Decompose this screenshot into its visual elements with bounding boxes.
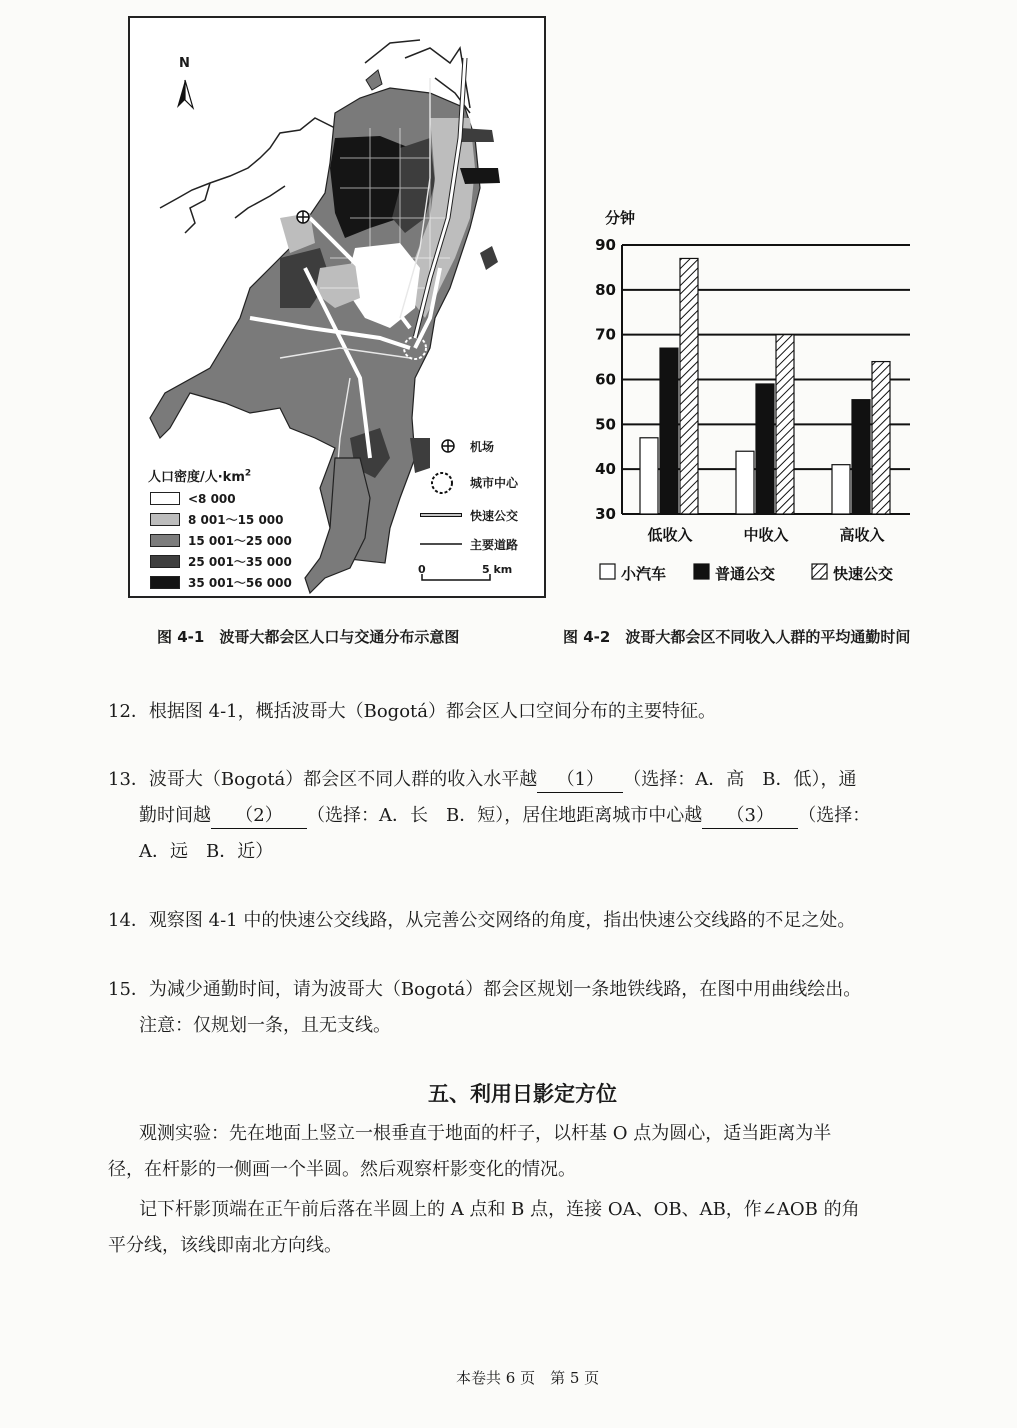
y-tick-label: 30	[595, 505, 616, 523]
map-airport-marker	[297, 211, 309, 223]
question-13-text-d: 勤时间越	[139, 805, 211, 826]
map-region-islet-2	[480, 246, 498, 270]
y-tick-label: 80	[595, 280, 616, 299]
legend-brt-label: 快速公交	[470, 509, 519, 523]
answer-blank-1[interactable]: （1）	[537, 768, 623, 793]
question-14: 14．观察图 4-1 中的快速公交线路，从完善公交网络的角度，指出快速公交线路的不足之处。	[108, 910, 856, 931]
y-tick-label: 70	[595, 325, 616, 344]
legend-swatch	[150, 534, 180, 547]
x-category-label: 低收入	[647, 526, 693, 544]
question-15-line-1: 15．为减少通勤时间，请为波哥大（Bogotá）都会区规划一条地铁线路，在图中用曲线绘出。	[108, 979, 862, 1000]
bar-brt	[776, 335, 794, 514]
legend-city-center-label: 城市中心	[470, 476, 519, 490]
question-13-line-1	[108, 762, 857, 798]
legend-class-1	[150, 488, 292, 509]
legend-swatch-bar-brt	[812, 564, 827, 579]
question-13-text-c: （选择：A．高 B．低），通	[623, 769, 857, 790]
map-region-south-tail	[305, 458, 370, 593]
map-region-islet-4	[460, 168, 500, 184]
population-transport-map	[128, 16, 546, 598]
legend-airport-icon	[442, 440, 454, 452]
north-arrow-icon	[177, 80, 193, 108]
legend-class-label: 8 001～15 000	[188, 513, 284, 527]
y-axis-label: 分钟	[605, 209, 636, 227]
scale-end-label: 5 km	[482, 563, 513, 576]
bar-car	[736, 451, 754, 514]
question-13-text-a: 13．波哥大（Bogotá）都会区不同人群的收入水平越	[108, 769, 538, 790]
question-13-text-e: （选择：A．长 B．短），居住地距离城市中心越	[307, 805, 703, 826]
legend-swatch	[150, 555, 180, 568]
commute-time-chart	[570, 200, 930, 595]
legend-class-3	[150, 530, 292, 551]
bar-car	[640, 438, 658, 514]
y-tick-label: 50	[595, 415, 616, 434]
question-13-line-3: A．远 B．近）	[139, 841, 274, 862]
scale-zero-label: 0	[418, 563, 426, 576]
legend-main-road-label: 主要道路	[470, 538, 519, 552]
bar-regular-bus	[852, 400, 870, 514]
bar-regular-bus	[756, 384, 774, 514]
bar-brt	[872, 362, 890, 514]
answer-blank-3[interactable]: （3）	[702, 804, 798, 829]
legend-class-label: <8 000	[188, 491, 236, 506]
x-category-label: 高收入	[839, 526, 885, 544]
bar-brt	[680, 258, 698, 514]
legend-class-5	[150, 572, 292, 593]
answer-blank-2[interactable]: （2）	[211, 804, 307, 829]
question-12: 12．根据图 4-1，概括波哥大（Bogotá）都会区人口空间分布的主要特征。	[108, 701, 716, 722]
bar-car	[832, 465, 850, 514]
question-15-note: 注意：仅规划一条，且无支线。	[139, 1015, 391, 1036]
density-legend-title-text: 人口密度/人·km	[148, 470, 245, 485]
map-region-islet-1	[366, 70, 382, 90]
y-tick-label: 60	[595, 370, 616, 389]
section-5-para-2-line-1: 记下杆影顶端在正午前后落在半圆上的 A 点和 B 点，连接 OA、OB、AB，作∠AOB 的角	[139, 1199, 860, 1220]
density-legend-sup: 2	[244, 468, 252, 479]
density-legend-title	[148, 466, 251, 485]
legend-city-center-icon	[432, 473, 452, 493]
y-tick-label: 90	[595, 236, 616, 254]
figure-4-2-caption: 图 4-2 波哥大都会区不同收入人群的平均通勤时间	[563, 628, 911, 646]
legend-swatch	[150, 513, 180, 526]
section-5-title: 五、利用日影定方位	[428, 1082, 617, 1106]
legend-class-label: 25 001～35 000	[188, 555, 292, 569]
north-label: N	[179, 56, 190, 71]
y-tick-label: 40	[595, 460, 616, 479]
x-category-label: 中收入	[743, 526, 789, 544]
map-region-islet-3	[460, 128, 494, 142]
legend-airport-label: 机场	[470, 440, 495, 454]
legend-label-bar-car: 小汽车	[621, 565, 667, 583]
section-5-para-1-line-1: 观测实验：先在地面上竖立一根垂直于地面的杆子，以杆基 O 点为圆心，适当距离为半	[139, 1123, 832, 1144]
density-legend	[150, 488, 292, 593]
section-5-para-1-line-2: 径，在杆影的一侧画一个半圆。然后观察杆影变化的情况。	[108, 1159, 576, 1180]
legend-class-label: 15 001～25 000	[188, 534, 292, 548]
legend-swatch-bar-regular-bus	[694, 564, 709, 579]
section-5-para-2-line-2: 平分线，该线即南北方向线。	[108, 1235, 342, 1256]
question-13-line-2	[139, 798, 870, 834]
figure-4-1-caption: 图 4-1 波哥大都会区人口与交通分布示意图	[157, 628, 460, 646]
legend-label-bar-regular-bus: 普通公交	[715, 565, 776, 583]
question-13-text-f: （选择：	[798, 805, 871, 826]
legend-swatch	[150, 576, 180, 589]
scale-bar	[422, 574, 490, 580]
legend-class-4	[150, 551, 292, 572]
legend-label-bar-brt: 快速公交	[833, 565, 894, 583]
legend-swatch	[150, 492, 180, 505]
bar-regular-bus	[660, 348, 678, 514]
legend-class-label: 35 001～56 000	[188, 576, 292, 590]
map-region-east-edge	[410, 438, 430, 473]
legend-class-2	[150, 509, 292, 530]
legend-swatch-bar-car	[600, 564, 615, 579]
page-footer: 本卷共 6 页 第 5 页	[456, 1369, 600, 1387]
